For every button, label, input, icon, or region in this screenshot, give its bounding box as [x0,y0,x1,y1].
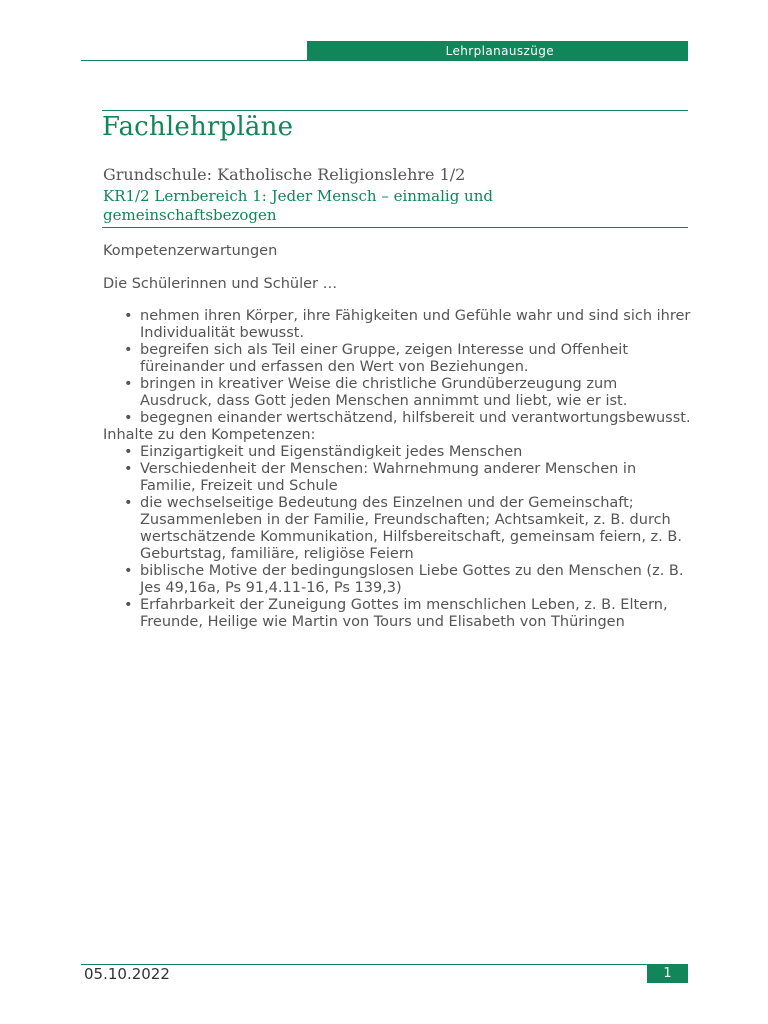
list-item [124,376,693,410]
header-label: Lehrplanauszüge [307,41,688,61]
contents-heading: Inhalte zu den Kompetenzen: [103,427,316,443]
list-item [124,461,693,495]
list-item [124,563,693,597]
list-item-text: begreifen sich als Teil einer Gruppe, zeigen Interesse und Offenheit füreinander und erfassen den Wert von Beziehungen. [140,342,629,375]
contents-list [103,444,693,631]
list-item-text: die wechselseitige Bedeutung des Einzelnen und der Gemeinschaft; Zusammenleben in der Familie, Freundschaften; Achtsamkeit, z. B. durch wertschätzende Kommunikation, Hilfsbereitschaft, gemeinsam feiern, z. B. Geburtstag, familiäre, religiöse Feiern [140,495,682,562]
bullet-icon: • [124,563,133,579]
bullet-icon: • [124,444,133,460]
footer-date: 05.10.2022 [84,965,170,983]
subtitle: Grundschule: Katholische Religionslehre 1/2 [103,165,466,184]
page-title: Fachlehrpläne [102,112,294,142]
intro-text: Die Schülerinnen und Schüler … [103,276,338,292]
competencies-list [103,308,693,427]
list-item [124,308,693,342]
list-item-text: Verschiedenheit der Menschen: Wahrnehmung anderer Menschen in Familie, Freizeit und Schule [140,461,637,494]
bullet-icon: • [124,410,133,426]
list-item [124,597,693,631]
title-top-rule [102,110,688,111]
list-item-text: Erfahrbarkeit der Zuneigung Gottes im menschlichen Leben, z. B. Eltern, Freunde, Heilige wie Martin von Tours und Elisabeth von Thüringen [140,597,668,630]
list-item-text: biblische Motive der bedingungslosen Liebe Gottes zu den Menschen (z. B. Jes 49,16a, Ps 91,4.11-16, Ps 139,3) [140,563,684,596]
bullet-icon: • [124,376,133,392]
bullet-icon: • [124,495,133,511]
list-item [124,444,693,461]
list-item [124,342,693,376]
list-item-text: Einzigartigkeit und Eigenständigkeit jedes Menschen [140,444,523,460]
page-number: 1 [647,964,688,983]
list-item [124,410,693,427]
bullet-icon: • [124,308,133,324]
list-item [124,495,693,563]
title-bottom-rule [102,227,688,228]
list-item-text: bringen in kreativer Weise die christliche Grundüberzeugung zum Ausdruck, dass Gott jeden Menschen annimmt und liebt, wie er ist. [140,376,628,409]
list-item-text: begegnen einander wertschätzend, hilfsbereit und verantwortungsbewusst. [140,410,691,426]
area-title: KR1/2 Lernbereich 1: Jeder Mensch – einmalig und gemeinschaftsbezogen [103,187,493,224]
bullet-icon: • [124,461,133,477]
list-item-text: nehmen ihren Körper, ihre Fähigkeiten und Gefühle wahr und sind sich ihrer Individualität bewusst. [140,308,691,341]
footer-rule [81,964,688,965]
competencies-heading: Kompetenzerwartungen [103,243,278,259]
bullet-icon: • [124,597,133,613]
main-content [103,243,693,631]
bullet-icon: • [124,342,133,358]
